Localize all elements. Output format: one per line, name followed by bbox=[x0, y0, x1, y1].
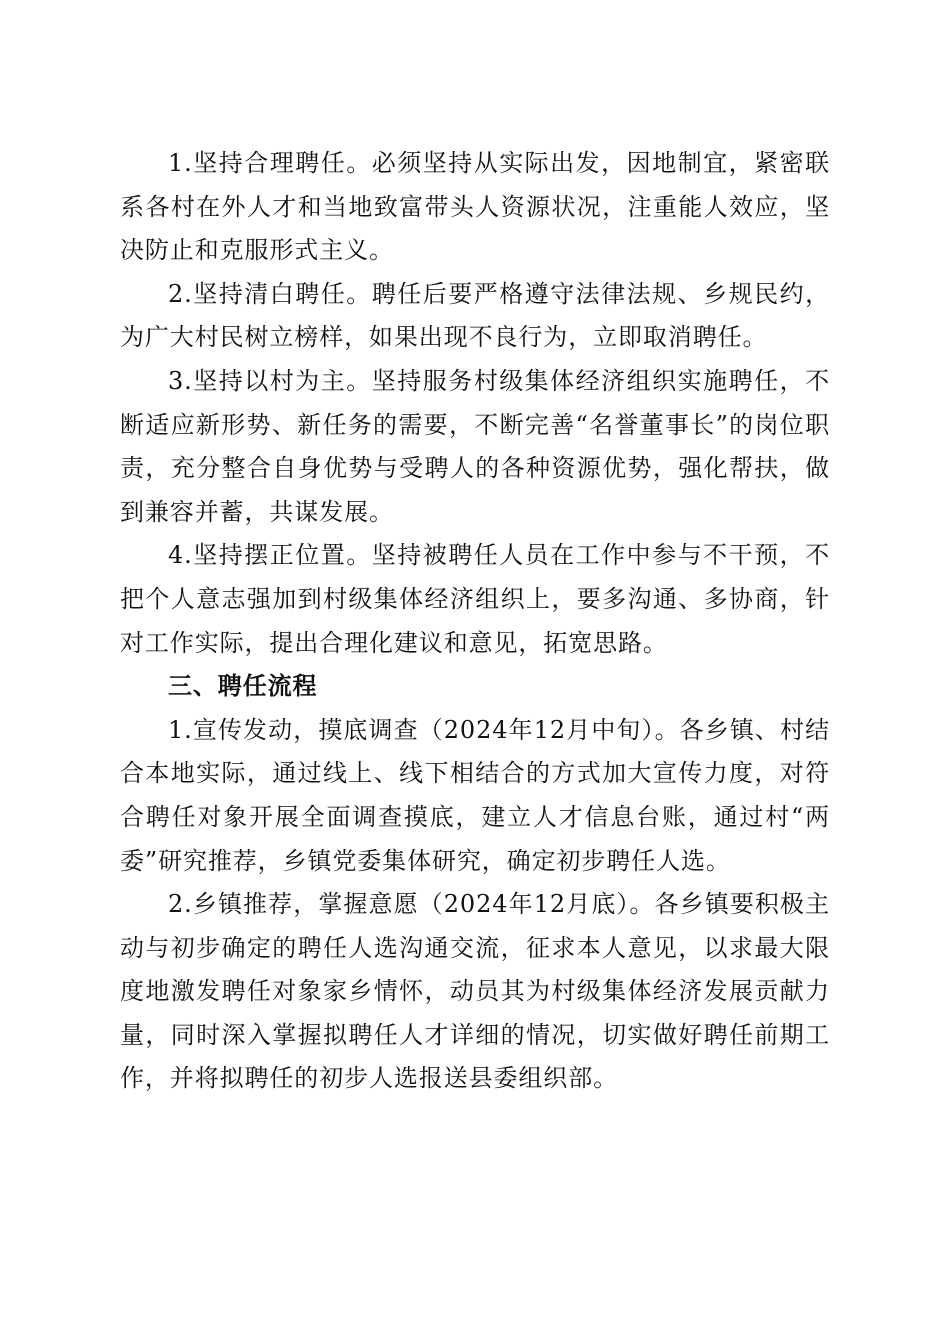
principle-paragraph-2: 2.坚持清白聘任。聘任后要严格遵守法律法规、乡规民约，为广大村民树立榜样，如果出现不良行为，立即取消聘任。 bbox=[120, 279, 830, 352]
process-paragraph-1: 1.宣传发动，摸底调查（2024年12月中旬）。各乡镇、村结合本地实际，通过线上、线下相结合的方式加大宣传力度，对符合聘任对象开展全面调查摸底，建立人才信息台账，通过村“两委”研究推荐，乡镇党委集体研究，确定初步聘任人选。 bbox=[120, 715, 830, 875]
section-heading: 三、聘任流程 bbox=[168, 672, 318, 701]
principle-paragraph-3: 3.坚持以村为主。坚持服务村级集体经济组织实施聘任，不断适应新形势、新任务的需要，不断完善“名誉董事长”的岗位职责，充分整合自身优势与受聘人的各种资源优势，强化帮扶，做到兼容并蓄，共谋发展。 bbox=[120, 366, 830, 526]
principle-paragraph-1: 1.坚持合理聘任。必须坚持从实际出发，因地制宜，紧密联系各村在外人才和当地致富带头人资源状况，注重能人效应，坚决防止和克服形式主义。 bbox=[120, 149, 830, 265]
document-page bbox=[120, 142, 830, 1101]
principle-paragraph-4: 4.坚持摆正位置。坚持被聘任人员在工作中参与不干预，不把个人意志强加到村级集体经济组织上，要多沟通、多协商，针对工作实际，提出合理化建议和意见，拓宽思路。 bbox=[120, 541, 830, 657]
process-paragraph-2: 2.乡镇推荐，掌握意愿（2024年12月底）。各乡镇要积极主动与初步确定的聘任人选沟通交流，征求本人意见，以求最大限度地激发聘任对象家乡情怀，动员其为村级集体经济发展贡献力量，同时深入掌握拟聘任人才详细的情况，切实做好聘任前期工作，并将拟聘任的初步人选报送县委组织部。 bbox=[120, 890, 830, 1093]
